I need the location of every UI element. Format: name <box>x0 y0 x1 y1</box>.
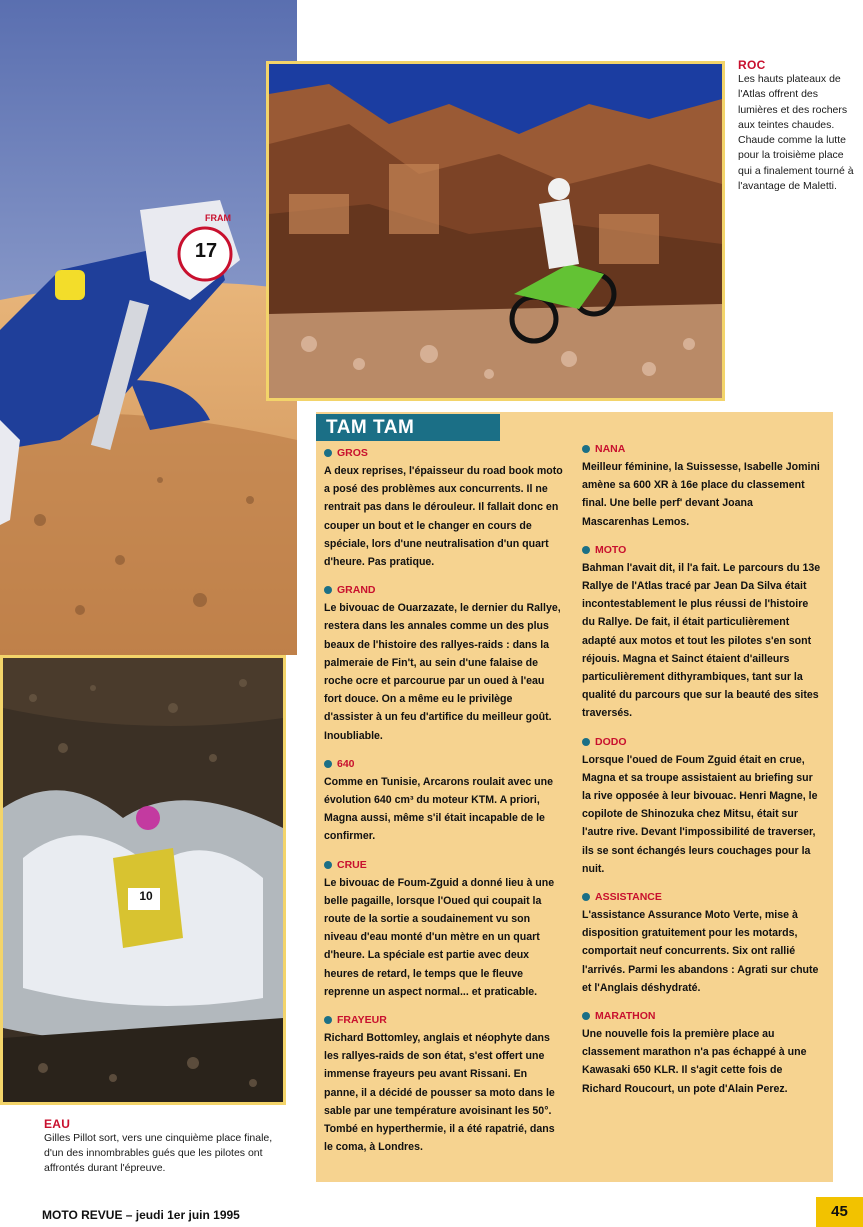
bullet-icon <box>324 861 332 869</box>
section-text: A deux reprises, l'épaisseur du road book moto a posé des problèmes aux concurrents. Il ne rentrait pas dans le dérouleur. Il fallait donc en couper un bout et le changer en cours de spéciale, lors d'une neutralisation d'un quart d'heure. Pas pratique. <box>324 465 563 569</box>
photo-bike-dunes <box>0 0 297 655</box>
tamtam-column-right <box>582 440 822 1108</box>
section-heading: DODO <box>595 735 627 748</box>
caption-eau-text: Gilles Pillot sort, vers une cinquième place finale, d'un des innombrables gués que les pilotes ont affrontés durant l'épreuve. <box>44 1132 273 1174</box>
section-heading: FRAYEUR <box>337 1014 387 1027</box>
section-nana <box>582 440 822 531</box>
bullet-icon <box>582 546 590 554</box>
section-text: Richard Bottomley, anglais et néophyte dans les rallyes-raids de son état, s'est offert une immense frayeurs peu avant Rissani. En panne, il a décidé de pousser sa moto dans le sable par une température avoisinant les 50°. Tombé en hyperthermie, il a été rapatrié, dans le coma, à Londres. <box>324 1032 555 1154</box>
section-text: Le bivouac de Ouarzazate, le dernier du Rallye, restera dans les annales comme un des plus beaux de l'histoire des rallyes-raids : dans la palmeraie de Fin't, au sein d'une falaise de roche ocre et parcourue par un oued à l'eau fort douce. On a même eu le privilège d'assister à un feu d'artifice du meilleur goût. Inoubliable. <box>324 602 561 742</box>
bullet-icon <box>324 1016 332 1024</box>
bullet-icon <box>324 760 332 768</box>
section-text: Meilleur féminine, la Suissesse, Isabelle Jomini amène sa 600 XR à 16e place du classement final. Une belle perf' devant Joana Mascarenhas Lemos. <box>582 461 820 528</box>
bullet-icon <box>324 586 332 594</box>
section-dodo <box>582 733 822 878</box>
photo-bike-dunes-image <box>0 0 297 655</box>
section-grand <box>324 581 564 745</box>
caption-eau <box>44 1117 276 1176</box>
section-gros <box>324 444 564 571</box>
photo-water-crossing-image <box>3 658 283 1102</box>
section-heading: ASSISTANCE <box>595 891 662 904</box>
bullet-icon <box>324 449 332 457</box>
caption-roc <box>738 58 858 194</box>
section-heading: 640 <box>337 757 355 770</box>
fram-logo: FRAM <box>205 213 231 223</box>
section-text: Comme en Tunisie, Arcarons roulait avec une évolution 640 cm³ du moteur KTM. A priori, Magna aussi, même s'il était incapable de le confirmer. <box>324 775 554 843</box>
section-moto <box>582 541 822 723</box>
bullet-icon <box>582 893 590 901</box>
tamtam-column-left <box>324 444 564 1167</box>
section-heading: NANA <box>595 443 626 455</box>
bike-number-10: 10 <box>139 889 153 903</box>
bullet-icon <box>582 1012 590 1020</box>
page-number: 45 <box>816 1197 863 1227</box>
bullet-icon <box>582 738 590 746</box>
section-frayeur <box>324 1011 564 1156</box>
footer-publication: MOTO REVUE – jeudi 1er juin 1995 <box>42 1208 240 1222</box>
caption-roc-text: Les hauts plateaux de l'Atlas offrent des lumières et des rochers aux teintes chaudes. Chaude comme la lutte pour la troisième place qui a finalement tourné à l'avantage de Maletti. <box>738 73 854 193</box>
section-text: Une nouvelle fois la première place au classement marathon n'a pas échappé à une Kawasaki 650 KLR. Il s'agit cette fois de Richard Roucourt, un pote d'Alain Perez. <box>582 1028 807 1095</box>
bike-number-17: 17 <box>194 240 218 262</box>
section-text: Lorsque l'oued de Foum Zguid était en crue, Magna et sa troupe assistaient au briefing sur la rive opposée à leur bivouac. Henri Magne, le copilote de Shinozuka chez Mitsu, était sur l'autre rive. Devant l'impossibilité de traverser, ils se sont échangés leurs couchages pour la nuit. <box>582 753 818 875</box>
section-heading: GROS <box>337 447 368 459</box>
section-640 <box>324 755 564 846</box>
section-text: Bahman l'avait dit, il l'a fait. Le parcours du 13e Rallye de l'Atlas tracé par Jean Da Silva était incontestablement le plus réussi de l'histoire du Rallye. De fait, il était particulièrement adapté aux motos et tout les pilotes s'en sont réjouis. Magna et Sainct étaient d'ailleurs particulièrement dithyrambiques, tant sur la qualité du parcours que sur la beauté des sites traversés. <box>582 561 821 720</box>
photo-rocks <box>266 61 725 401</box>
section-text: L'assistance Assurance Moto Verte, mise à disposition gratuitement pour les motards, comportait neuf concurrents. Six ont rallié l'arrivés. Parmi les abandons : Agrati sur chute et l'Anglais déshydraté. <box>582 909 819 994</box>
section-assistance <box>582 888 822 997</box>
tamtam-header: TAM TAM <box>316 414 500 441</box>
section-heading: GRAND <box>337 584 376 597</box>
photo-water-crossing <box>0 655 286 1105</box>
section-text: Le bivouac de Foum-Zguid a donné lieu à une belle pagaille, lorsque l'Oued qui coupait la route de la sortie a soudainement vu son niveau d'eau monté d'un mètre en un quart d'heure. La spéciale est partie avec deux heures de retard, le temps que le fleuve reprenne un aspect normal... et praticable. <box>324 876 555 998</box>
photo-rocks-image <box>269 64 722 398</box>
section-heading: MOTO <box>595 543 627 556</box>
section-crue <box>324 856 564 1001</box>
section-heading: MARATHON <box>595 1010 656 1023</box>
section-heading: CRUE <box>337 858 367 871</box>
caption-roc-title: ROC <box>738 58 766 72</box>
caption-eau-title: EAU <box>44 1117 71 1131</box>
section-marathon <box>582 1007 822 1098</box>
bullet-icon <box>582 445 590 453</box>
